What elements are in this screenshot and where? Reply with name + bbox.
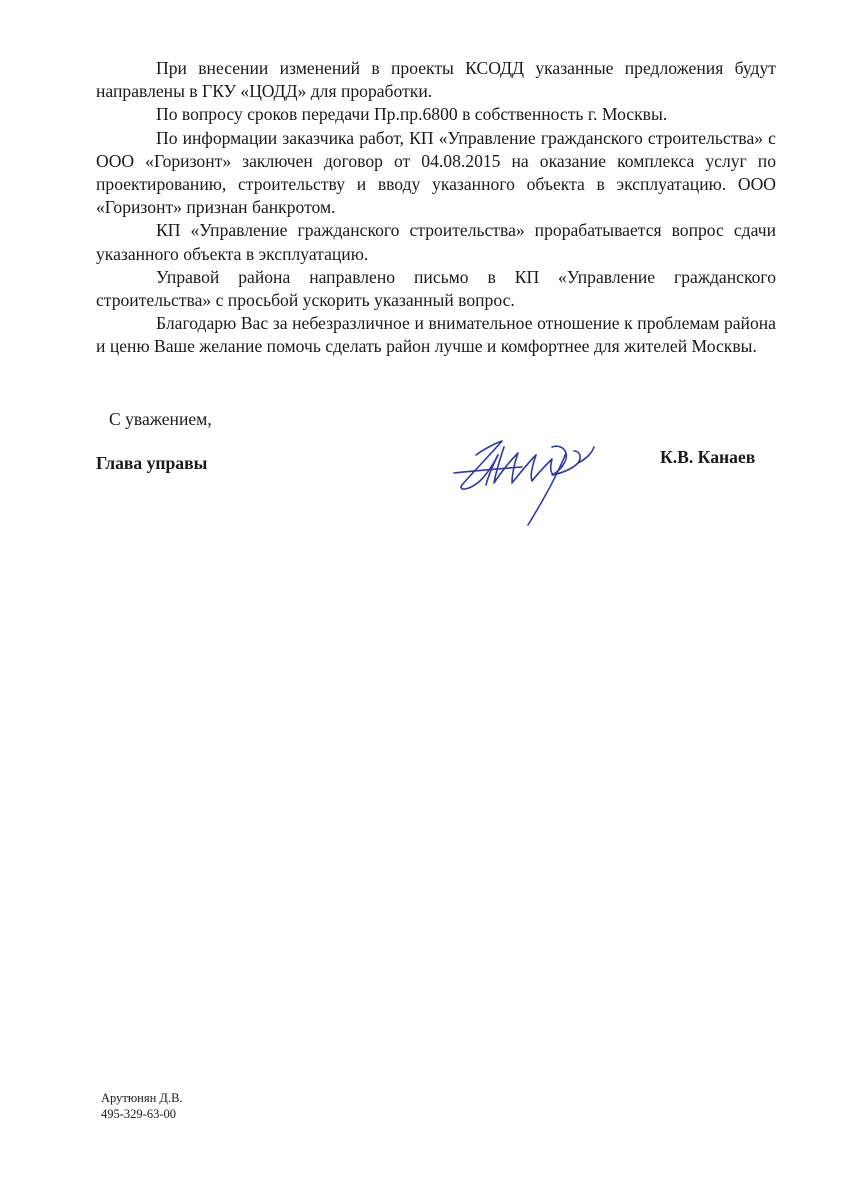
signatory-name: К.В. Канаев (660, 447, 756, 467)
handwritten-signature-icon (440, 425, 610, 530)
closing-phrase: С уважением, (109, 409, 212, 429)
executor-name: Арутюнян Д.В. (101, 1091, 183, 1105)
paragraph-ksodd: При внесении изменений в проекты КСОДД указанные предложения будут направлены в ГКУ «ЦОДД» для проработки. (96, 58, 776, 102)
executor-phone: 495-329-63-00 (101, 1107, 176, 1121)
paragraph-letter-sent: Управой района направлено письмо в КП «Управление гражданского строительства» с просьбой ускорить указанный вопрос. (96, 266, 776, 311)
paragraph-gratitude: Благодарю Вас за небезразличное и внимательное отношение к проблемам района и ценю Ваше желание помочь сделать район лучше и комфортнее для жителей Москвы. (96, 313, 776, 357)
signatory-title: Глава управы (96, 453, 208, 473)
executor-info (101, 1090, 183, 1122)
letter-body (96, 57, 776, 359)
paragraph-contract-info: По информации заказчика работ, КП «Управление гражданского строительства» с ООО «Горизонт» заключен договор от 04.08.2015 на оказание комплекса услуг по проектированию, строительству и вводу указанного объекта в эксплуатацию. ООО «Горизонт» признан банкротом. (96, 127, 776, 218)
paragraph-commissioning: КП «Управление гражданского строительства» прорабатывается вопрос сдачи указанного объекта в эксплуатацию. (96, 220, 776, 264)
paragraph-transfer-deadline: По вопросу сроков передачи Пр.пр.6800 в собственность г. Москвы. (156, 104, 668, 125)
